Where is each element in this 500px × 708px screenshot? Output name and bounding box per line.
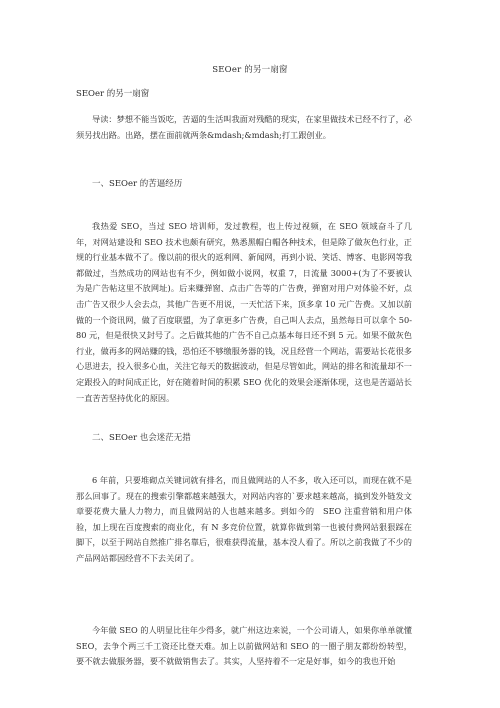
intro-paragraph: 导读：梦想不能当饭吃，苦逼的生活叫我面对残酷的现实，在家里做技术已经不行了，必须另找出路。出路，摆在面前就两条&mdash;&mdash;打工跟创业。	[76, 114, 412, 140]
section-2-paragraph-2: 今年做 SEO 的人明显比往年少得多，就广州这边来说，一个公司请人，如果你单单就懂 SEO，去争个两三千工资还比登天难。加上以前做网站和 SEO 的一圈子朋友都纷纷转型，要不就去做服务器，要不就做销售去了。其实，人坚持着不一定是好事，如今的我也开始	[76, 625, 412, 667]
document-title: SEOer 的另一扇窗	[212, 65, 288, 75]
section-1-paragraph-1: 我热爱 SEO，当过 SEO 培训师，发过教程，也上传过视频，在 SEO 领域奋斗了几年，对网站建设和 SEO 技术也颇有研究，熟悉黑帽白帽各种技术，但是除了做灰色行业，正规的行业基本做不了。像以前的很火的返利网、新闻网，再到小说、笑话、博客、电影网等我都做过，当然成功的网站也有不少，例如做小说网，权重 7，日流量 3000+(为了不要被认为是广告帖这里不放网址)。后来赚弹窗、点击广告等的广告费，弹窗对用户对体验不好，点击广告又很少人会去点，其他广告更不用说，一天忙活下来，顶多拿 10 元广告费。又加以前做的一个资讯网，做了百度联盟，为了拿更多广告费，自己叫人去点，虽然每日可以拿个 50-80 元，但是很快又封号了。之后做其他的广告不自己点基本每日还不到 5 元。如果不做灰色行业，做再多的网站赚的钱，恐怕还不够缴服务器的钱，况且经营一个网站，需要站长花很多心思进去，投入很多心血，关注它每天的数据波动，但是尽管如此，网站的排名和流量却不一定跟投入的时间成正比，好在随着时间的积累 SEO 优化的效果会逐渐体现，这也是苦逼站长一直苦苦坚持优化的原因。	[76, 221, 412, 403]
section-2-paragraph-1: 6 年前，只要堆砌点关键词就有排名，而且做网站的人不多，收入还可以，而现在就不是那么回事了。现在的搜索引擎都越来越强大，对网站内容的`要求越来越高，搞到发外链发文章要花费大量人力物力，而且做网站的人也越来越多。到如今的 SEO 注重营销和用户体验，加上现在百度搜索的商业化，有 N 多竞价位置，就算你做到第一也被付费网站狠狠踩在脚下，以至于网站自然推广排名靠后，很难获得流量，基本没人看了。所以之前我做了不少的产品网站都因经营不下去关闭了。	[76, 475, 412, 563]
document-subtitle: SEOer 的另一扇窗	[76, 89, 150, 99]
section-heading-1: 一、SEOer 的苦逼经历	[92, 179, 183, 189]
section-heading-2: 二、SEOer 也会迷茫无措	[92, 433, 191, 443]
